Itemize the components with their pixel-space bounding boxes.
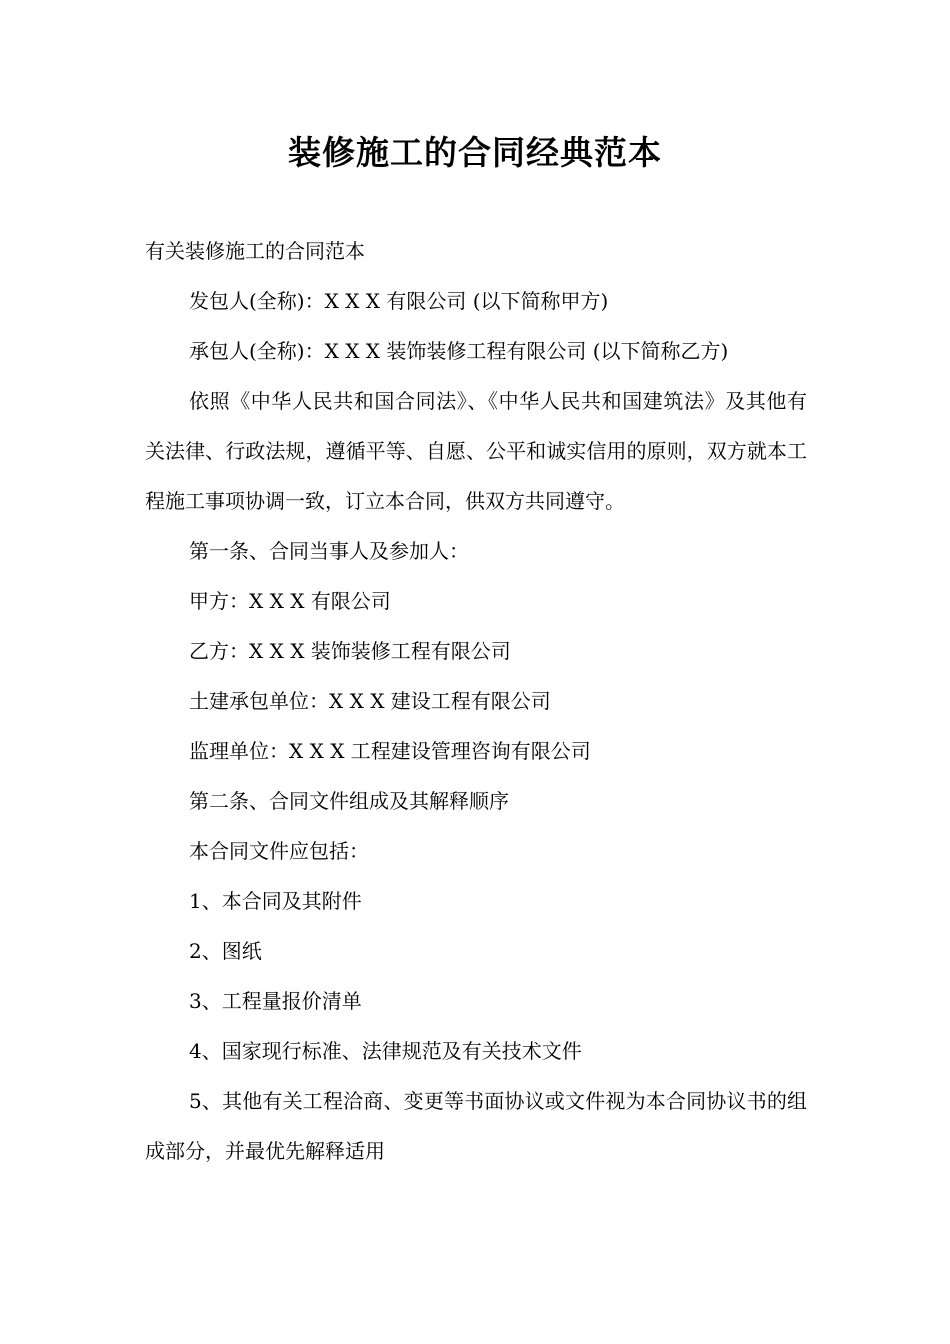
list-item: 3、工程量报价清单 xyxy=(189,989,362,1013)
party-b-name: 乙方：X X X 装饰装修工程有限公司 xyxy=(189,639,511,663)
supervision-unit: 监理单位：X X X 工程建设管理咨询有限公司 xyxy=(189,739,591,763)
doc-subtitle: 有关装修施工的合同范本 xyxy=(145,239,365,263)
article-one-heading: 第一条、合同当事人及参加人： xyxy=(189,539,469,563)
list-item: 2、图纸 xyxy=(189,939,262,963)
party-a-line: 发包人(全称)：X X X 有限公司 (以下简称甲方) xyxy=(189,289,609,313)
document-title: 装修施工的合同经典范本 xyxy=(288,133,662,172)
list-item: 5、其他有关工程洽商、变更等书面协议或文件视为本合同协议书的组成部分，并最优先解释适用 xyxy=(145,1089,807,1163)
article-two-heading: 第二条、合同文件组成及其解释顺序 xyxy=(189,789,509,813)
list-item: 1、本合同及其附件 xyxy=(189,889,362,913)
party-b-line: 承包人(全称)：X X X 装饰装修工程有限公司 (以下简称乙方) xyxy=(189,339,729,363)
preamble-paragraph: 依照《中华人民共和国合同法》、《中华人民共和国建筑法》及其他有关法律、行政法规，遵循平等、自愿、公平和诚实信用的原则，双方就本工程施工事项协调一致，订立本合同，供双方共同遵守。 xyxy=(145,389,807,513)
document-body xyxy=(145,226,807,1176)
contract-documents-intro: 本合同文件应包括： xyxy=(189,839,369,863)
list-item: 4、国家现行标准、法律规范及有关技术文件 xyxy=(189,1039,582,1063)
party-a-name: 甲方：X X X 有限公司 xyxy=(189,589,391,613)
civil-contractor: 土建承包单位：X X X 建设工程有限公司 xyxy=(189,689,551,713)
